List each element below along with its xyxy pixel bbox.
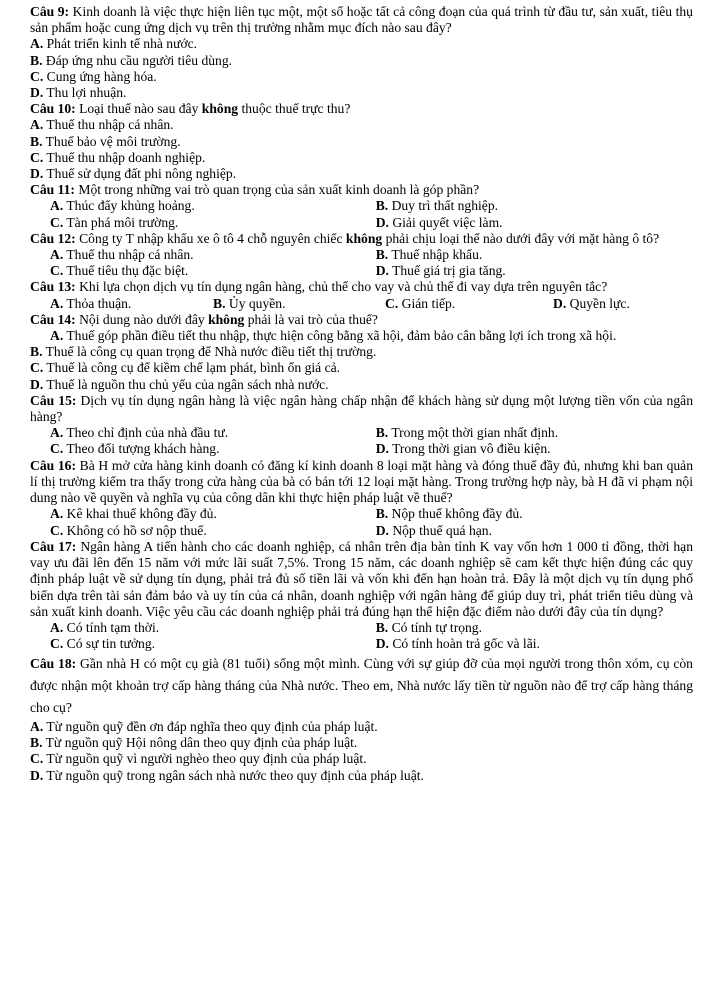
question-9 <box>30 4 693 101</box>
option-label: C. <box>50 263 64 279</box>
option-text: Từ nguồn quỹ trong ngân sách nhà nước theo quy định của pháp luật. <box>46 767 424 783</box>
option-label: C. <box>50 441 64 457</box>
option-row <box>30 523 693 539</box>
question-stem: Một trong những vai trò quan trọng của sản xuất kinh doanh là góp phần? <box>74 182 480 198</box>
option-label: A. <box>30 117 44 133</box>
option-text: Theo đối tượng khách hàng. <box>66 441 220 457</box>
option-c <box>50 215 376 231</box>
question-text <box>30 182 693 198</box>
option-d <box>376 441 693 457</box>
question-text <box>30 231 693 247</box>
option-label: B. <box>30 344 43 360</box>
option-a <box>30 328 693 344</box>
question-text <box>30 653 693 719</box>
question-stem: Nội dung nào dưới đây <box>75 311 209 327</box>
option-text: Thuế thu nhập cá nhân. <box>66 247 194 263</box>
option-text: Quyền lực. <box>569 295 630 311</box>
option-label: B. <box>30 52 43 68</box>
option-text: Có tính tự trọng. <box>391 620 483 636</box>
option-label: C. <box>30 751 44 767</box>
question-14 <box>30 312 693 393</box>
option-c <box>30 69 693 85</box>
question-12 <box>30 231 693 280</box>
option-c <box>30 150 693 166</box>
option-text: Thỏa thuận. <box>66 295 132 311</box>
option-text: Giải quyết việc làm. <box>392 214 503 230</box>
option-b <box>376 620 693 636</box>
option-text: Gián tiếp. <box>401 295 456 311</box>
option-label: A. <box>50 247 64 263</box>
option-label: D. <box>375 522 389 538</box>
question-text <box>30 312 693 328</box>
option-d <box>376 215 693 231</box>
option-b <box>213 296 385 312</box>
question-stem: Loại thuế nào sau đây <box>75 101 202 117</box>
option-b <box>376 506 693 522</box>
option-a <box>50 247 376 263</box>
question-number: Câu 11: <box>30 182 75 198</box>
option-text: Nộp thuế quá hạn. <box>392 522 492 538</box>
option-label: C. <box>50 214 64 230</box>
emphasis-word: không <box>345 230 383 246</box>
option-label: B. <box>375 620 389 636</box>
option-label: B. <box>375 425 389 441</box>
question-15 <box>30 393 693 458</box>
question-13 <box>30 279 693 311</box>
option-b <box>30 344 693 360</box>
option-row <box>30 215 693 231</box>
option-text: Duy trì thất nghiệp. <box>391 198 499 214</box>
option-d <box>30 768 693 784</box>
option-label: A. <box>30 718 44 734</box>
option-label: D. <box>375 636 389 652</box>
option-d <box>376 523 693 539</box>
option-text: Thu lợi nhuận. <box>46 85 127 101</box>
option-label: D. <box>375 263 389 279</box>
option-text: Không có hồ sơ nộp thuế. <box>66 522 207 538</box>
option-row <box>30 296 693 312</box>
option-label: C. <box>30 149 44 165</box>
question-11 <box>30 182 693 231</box>
option-text: Thuế tiêu thụ đặc biệt. <box>66 263 189 279</box>
option-label: C. <box>30 360 44 376</box>
option-c <box>50 636 376 652</box>
question-stem: Kinh doanh là việc thực hiện liên tục một, một số hoặc tất cả công đoạn của quá trình từ đầu tư, sản xuất, tiêu thụ sản phẩm hoặc cung ứng dịch vụ trên thị trường nhằm mục đích nào sau đây? <box>30 4 693 36</box>
option-label: A. <box>50 425 64 441</box>
option-c <box>30 751 693 767</box>
question-number: Câu 9: <box>30 4 70 19</box>
option-label: D. <box>375 214 389 230</box>
option-label: B. <box>375 247 389 263</box>
option-label: A. <box>50 328 64 344</box>
option-b <box>376 198 693 214</box>
option-text: Theo chỉ định của nhà đầu tư. <box>66 425 229 441</box>
option-d <box>376 636 693 652</box>
option-d <box>553 296 630 312</box>
option-text: Thuế sử dụng đất phi nông nghiệp. <box>46 166 237 182</box>
option-label: D. <box>375 441 389 457</box>
question-number: Câu 10: <box>30 101 76 117</box>
option-label: D. <box>30 166 44 182</box>
option-c <box>50 523 376 539</box>
option-text: Từ nguồn quỹ vì người nghèo theo quy định của pháp luật. <box>46 751 367 767</box>
option-text: Nộp thuế không đầy đủ. <box>391 506 523 522</box>
question-stem: Công ty T nhập khẩu xe ô tô 4 chỗ nguyên chiếc <box>75 230 346 246</box>
question-number: Câu 17: <box>30 538 77 554</box>
question-stem: Gần nhà H có một cụ già (81 tuổi) sống một mình. Cùng với sự giúp đỡ của mọi người trong thôn xóm, cụ còn được nhận một khoản trợ cấp hàng tháng của Nhà nước. Theo em, Nhà nước lấy tiền từ nguồn nào để trợ cấp hàng tháng cho cụ? <box>30 655 693 715</box>
question-17 <box>30 539 693 653</box>
option-text: Thuế là công cụ quan trọng để Nhà nước điều tiết thị trường. <box>45 344 377 360</box>
option-row <box>30 198 693 214</box>
option-label: A. <box>50 506 64 522</box>
question-number: Câu 16: <box>30 457 76 473</box>
question-stem: Bà H mở cửa hàng kinh doanh có đăng kí kinh doanh 8 loại mặt hàng và đóng thuế đầy đủ, nhưng khi ban quản lí thị trường kiểm tra thấy trong cửa hàng của bà có bán tới 12 loại mặt hàng. Trong trường hợp này, bà H đã vi phạm nội dung nào về quyền và nghĩa vụ của công dân khi thực hiện pháp luật về thuế? <box>30 457 693 506</box>
option-label: A. <box>50 198 64 214</box>
emphasis-word: không <box>201 101 239 117</box>
option-label: C. <box>50 636 64 652</box>
option-row <box>30 636 693 652</box>
option-text: Thuế thu nhập doanh nghiệp. <box>46 149 206 165</box>
option-label: D. <box>553 295 567 311</box>
option-label: D. <box>30 767 44 783</box>
option-label: B. <box>375 198 389 214</box>
option-label: D. <box>30 376 44 392</box>
question-stem: Khi lựa chọn dịch vụ tín dụng ngân hàng, chủ thể cho vay và chủ thể đi vay dựa trên nguyên tắc? <box>75 279 608 295</box>
option-c <box>50 263 376 279</box>
option-b <box>30 53 693 69</box>
question-18 <box>30 653 693 784</box>
option-row <box>30 506 693 522</box>
question-10 <box>30 101 693 182</box>
question-text <box>30 458 693 507</box>
option-label: C. <box>30 68 44 84</box>
option-text: Ủy quyền. <box>228 295 286 311</box>
option-d <box>30 166 693 182</box>
option-text: Thúc đẩy khủng hoảng. <box>66 198 195 214</box>
option-b <box>376 425 693 441</box>
question-text <box>30 279 693 295</box>
option-row <box>30 620 693 636</box>
emphasis-word: không <box>208 311 245 327</box>
option-label: B. <box>30 133 43 149</box>
option-text: Có tính tạm thời. <box>66 620 160 636</box>
option-b <box>30 134 693 150</box>
option-a <box>30 719 693 735</box>
option-a <box>50 506 376 522</box>
option-label: B. <box>375 506 389 522</box>
question-text <box>30 393 693 425</box>
option-d <box>30 377 693 393</box>
option-label: C. <box>50 522 64 538</box>
question-stem-end: thuộc thuế trực thu? <box>238 101 351 117</box>
option-text: Thuế bảo vệ môi trường. <box>45 133 181 149</box>
option-text: Có tính hoàn trả gốc và lãi. <box>392 636 540 652</box>
option-label: C. <box>385 295 399 311</box>
option-c <box>30 360 693 376</box>
option-row <box>30 247 693 263</box>
question-stem-end: phải là vai trò của thuế? <box>244 311 378 327</box>
option-b <box>30 735 693 751</box>
option-text: Trong một thời gian nhất định. <box>391 425 559 441</box>
option-label: B. <box>30 735 43 751</box>
question-text <box>30 4 693 36</box>
option-text: Thuế giá trị gia tăng. <box>392 263 506 279</box>
option-b <box>376 247 693 263</box>
question-text <box>30 101 693 117</box>
option-text: Cung ứng hàng hóa. <box>46 68 157 84</box>
option-a <box>50 620 376 636</box>
question-text <box>30 539 693 620</box>
option-label: D. <box>30 85 44 101</box>
option-label: A. <box>50 620 64 636</box>
option-text: Tàn phá môi trường. <box>66 214 179 230</box>
question-number: Câu 15: <box>30 392 77 408</box>
option-text: Thuế nhập khẩu. <box>391 247 483 263</box>
option-d <box>30 85 693 101</box>
question-stem: Ngân hàng A tiến hành cho các doanh nghiệp, cá nhân trên địa bàn tỉnh K vay vốn hơn 1 000 tỉ đồng, thời hạn vay ưu đãi lên đến 15 năm với mức lãi suất 7,5%. Trong 15 năm, các doanh nghiệp sẽ cam kết thực hiện đúng các quy định pháp luật về sử dụng tín dụng, phải trả đủ số tiền lãi và vốn khi đến hạn hoàn trả. Đây là một dịch vụ tín dụng phổ biến dựa trên tài sản đảm bảo và uy tín của cá nhân, doanh nghiệp với ngân hàng để giúp duy trì, phát triển tiêu dùng và sản xuất kinh doanh. Việc yêu cầu các doanh nghiệp phải trả đúng hạn thể hiện đặc điểm nào dưới đây của tín dụng? <box>30 538 693 619</box>
question-16 <box>30 458 693 539</box>
option-d <box>376 263 693 279</box>
option-row <box>30 425 693 441</box>
option-a <box>30 117 693 133</box>
option-label: A. <box>30 36 44 52</box>
option-text: Từ nguồn quỹ Hội nông dân theo quy định của pháp luật. <box>45 735 358 751</box>
option-a <box>50 425 376 441</box>
question-number: Câu 14: <box>30 311 76 327</box>
option-text: Có sự tin tưởng. <box>66 636 156 652</box>
option-c <box>385 296 553 312</box>
option-label: B. <box>213 295 226 311</box>
option-text: Đáp ứng nhu cầu người tiêu dùng. <box>45 52 233 68</box>
question-number: Câu 18: <box>30 655 77 671</box>
option-row <box>30 441 693 457</box>
option-text: Thuế góp phần điều tiết thu nhập, thực hiện công bằng xã hội, đảm bảo cân bằng lợi ích trong xã hội. <box>66 328 617 344</box>
option-text: Trong thời gian vô điều kiện. <box>392 441 551 457</box>
option-label: A. <box>50 295 64 311</box>
question-stem: Dịch vụ tín dụng ngân hàng là việc ngân hàng chấp nhận để khách hàng sử dụng một lượng tiền vốn của ngân hàng? <box>30 392 693 425</box>
option-c <box>50 441 376 457</box>
option-text: Thuế là nguồn thu chủ yếu của ngân sách nhà nước. <box>46 376 329 392</box>
question-number: Câu 13: <box>30 279 76 295</box>
option-a <box>30 36 693 52</box>
option-text: Phát triển kinh tế nhà nước. <box>46 36 198 52</box>
option-row <box>30 263 693 279</box>
option-a <box>50 198 376 214</box>
option-text: Kê khai thuế không đầy đủ. <box>66 506 217 522</box>
option-text: Thuế thu nhập cá nhân. <box>46 117 174 133</box>
option-text: Từ nguồn quỹ đền ơn đáp nghĩa theo quy định của pháp luật. <box>46 718 378 734</box>
question-number: Câu 12: <box>30 230 76 246</box>
option-text: Thuế là công cụ để kiềm chế lạm phát, bình ổn giá cả. <box>46 360 341 376</box>
question-stem-end: phải chịu loại thể nào dưới đây với mặt hàng ô tô? <box>382 230 660 246</box>
option-a <box>50 296 213 312</box>
